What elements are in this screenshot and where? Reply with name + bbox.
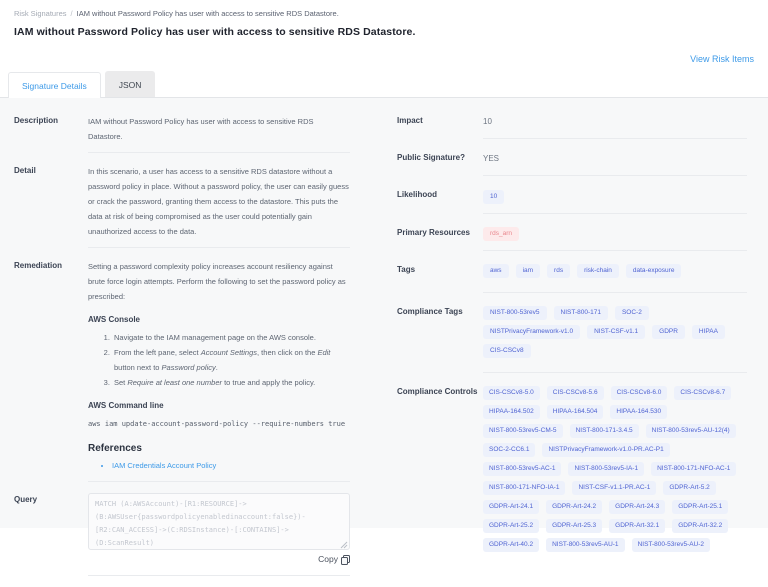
compliance-control-badge: CIS-CSCv8-6.7 xyxy=(674,386,731,400)
query-box xyxy=(88,493,350,550)
compliance-tag-badge: GDPR xyxy=(652,325,685,339)
tag-badge: aws xyxy=(483,264,509,278)
primary-resources-badges xyxy=(483,226,747,241)
divider xyxy=(88,575,350,576)
divider xyxy=(88,152,350,153)
remediation-step: 2. From the left pane, select Account Settings, then click on the Edit button next to Password policy. xyxy=(112,345,350,375)
detail-field xyxy=(14,164,350,239)
tab-json[interactable]: JSON xyxy=(105,71,156,97)
public-signature-value: YES xyxy=(483,154,500,163)
divider xyxy=(483,138,747,139)
tag-badge: iam xyxy=(516,264,540,278)
detail-value: In this scenario, a user has access to a sensitive RDS datastore without a password policy in place. Without a password policy, the user can easily guess or crack the password, granting them access to the datastore. This puts the data at risk of being compromised as the user could potentially gain unauthorized access to the data. xyxy=(88,167,349,236)
remediation-step: 1. Navigate to the IAM management page on the AWS console. xyxy=(112,330,350,345)
page-title: IAM without Password Policy has user with access to sensitive RDS Datastore. xyxy=(14,26,416,38)
primary-resource-badge: rds_arn xyxy=(483,227,519,241)
impact-label: Impact xyxy=(397,116,423,125)
compliance-control-badge: NIST-CSF-v1.1-PR.AC-1 xyxy=(572,481,656,495)
breadcrumb-risk-signatures[interactable]: Risk Signatures xyxy=(14,9,67,18)
compliance-control-badge: NIST-800-53rev5-AC-1 xyxy=(483,462,561,476)
compliance-control-badge: GDPR-Art-5.2 xyxy=(663,481,715,495)
breadcrumb xyxy=(0,0,768,18)
impact-value: 10 xyxy=(483,117,492,126)
compliance-control-badge: NIST-800-53rev5-CM-5 xyxy=(483,424,563,438)
tab-signature-details[interactable]: Signature Details xyxy=(8,72,101,98)
breadcrumb-current-page: IAM without Password Policy has user with access to sensitive RDS Datastore. xyxy=(76,9,339,18)
compliance-tag-badge: HIPAA xyxy=(692,325,725,339)
compliance-control-badge: GDPR-Art-32.2 xyxy=(672,519,728,533)
compliance-control-badge: GDPR-Art-24.2 xyxy=(546,500,602,514)
compliance-control-badge: NISTPrivacyFramework-v1.0-PR.AC-P1 xyxy=(542,443,669,457)
compliance-control-badge: NIST-800-53rev5-IA-1 xyxy=(568,462,644,476)
compliance-control-badge: GDPR-Art-24.3 xyxy=(609,500,665,514)
public-signature-label: Public Signature? xyxy=(397,153,466,162)
description-value: IAM without Password Policy has user with access to sensitive RDS Datastore. xyxy=(88,117,314,141)
signature-detail-column xyxy=(14,114,350,587)
compliance-tag-badge: NIST-800-53rev5 xyxy=(483,306,547,320)
divider xyxy=(483,213,747,214)
compliance-control-badge: CIS-CSCv8-5.6 xyxy=(547,386,604,400)
tag-badge: risk-chain xyxy=(577,264,619,278)
description-label: Description xyxy=(14,116,59,125)
aws-console-steps xyxy=(88,330,350,390)
compliance-tags-badges xyxy=(483,305,747,363)
detail-label: Detail xyxy=(14,166,36,175)
likelihood-badge: 10 xyxy=(483,190,504,204)
likelihood-value xyxy=(483,188,747,204)
remediation-intro: Setting a password complexity policy increases account resiliency against brute force login attempts. Perform the following to set the password policy as prescribed: xyxy=(88,262,346,301)
breadcrumb-separator: / xyxy=(70,9,73,18)
compliance-control-badge: CIS-CSCv8-5.0 xyxy=(483,386,540,400)
remediation-value xyxy=(88,259,350,473)
copy-icon xyxy=(341,555,350,565)
remediation-field xyxy=(14,259,350,473)
compliance-control-badge: NIST-800-171-NFO-AC-1 xyxy=(651,462,736,476)
compliance-controls-badges xyxy=(483,385,747,557)
resize-handle[interactable] xyxy=(340,539,348,547)
compliance-control-badge: CIS-CSCv8-6.0 xyxy=(611,386,668,400)
compliance-tag-badge: NISTPrivacyFramework-v1.0 xyxy=(483,325,580,339)
tag-badge: data-exposure xyxy=(626,264,682,278)
primary-resources-field xyxy=(397,226,747,241)
reference-item xyxy=(112,458,350,473)
description-field xyxy=(14,114,350,144)
references-list xyxy=(88,458,350,473)
tags-field xyxy=(397,263,747,283)
compliance-tags-label: Compliance Tags xyxy=(397,306,463,316)
view-risk-items-link[interactable]: View Risk Items xyxy=(690,54,754,64)
public-signature-field xyxy=(397,151,747,166)
query-value xyxy=(88,493,350,567)
compliance-control-badge: NIST-800-171-3.4.5 xyxy=(570,424,639,438)
compliance-tag-badge: NIST-CSF-v1.1 xyxy=(587,325,645,339)
compliance-control-badge: HIPAA-164.502 xyxy=(483,405,540,419)
impact-field xyxy=(397,114,747,129)
compliance-control-badge: GDPR-Art-24.1 xyxy=(483,500,539,514)
reference-link[interactable]: IAM Credentials Account Policy xyxy=(112,461,217,470)
aws-console-heading: AWS Console xyxy=(88,315,141,324)
compliance-control-badge: SOC-2-CC6.1 xyxy=(483,443,535,457)
aws-cli-heading: AWS Command line xyxy=(88,401,164,410)
likelihood-label: Likelihood xyxy=(397,190,437,199)
compliance-control-badge: GDPR-Art-32.1 xyxy=(609,519,665,533)
divider xyxy=(88,481,350,482)
copy-row xyxy=(88,552,350,567)
divider xyxy=(483,372,747,373)
signature-attributes-column xyxy=(397,114,747,557)
divider xyxy=(483,292,747,293)
remediation-label: Remediation xyxy=(14,261,63,270)
compliance-tag-badge: NIST-800-171 xyxy=(554,306,608,320)
compliance-tag-badge: CIS-CSCv8 xyxy=(483,344,531,358)
remediation-step: 3. Set Require at least one number to true and apply the policy. xyxy=(112,375,350,390)
compliance-tag-badge: SOC-2 xyxy=(615,306,649,320)
copy-button[interactable] xyxy=(318,552,350,567)
copy-label: Copy xyxy=(318,554,338,564)
primary-resources-label: Primary Resources xyxy=(397,227,470,237)
compliance-controls-label: Compliance Controls xyxy=(397,386,478,396)
query-label: Query xyxy=(14,495,38,504)
likelihood-field xyxy=(397,188,747,204)
compliance-control-badge: GDPR-Art-40.2 xyxy=(483,538,539,552)
compliance-tags-field xyxy=(397,305,747,363)
divider xyxy=(88,247,350,248)
compliance-control-badge: NIST-800-53rev5-AU-2 xyxy=(632,538,710,552)
compliance-controls-field xyxy=(397,385,747,557)
tags-badges xyxy=(483,263,747,283)
compliance-control-badge: NIST-800-171-NFO-IA-1 xyxy=(483,481,565,495)
compliance-control-badge: HIPAA-164.504 xyxy=(547,405,604,419)
compliance-control-badge: HIPAA-164.530 xyxy=(610,405,667,419)
tag-badge: rds xyxy=(547,264,570,278)
compliance-control-badge: GDPR-Art-25.3 xyxy=(546,519,602,533)
compliance-control-badge: NIST-800-53rev5-AU-1 xyxy=(546,538,624,552)
view-risk-items-row xyxy=(14,49,754,67)
tags-label: Tags xyxy=(397,264,416,274)
tab-bar xyxy=(0,71,768,98)
references-heading: References xyxy=(88,443,142,454)
compliance-control-badge: NIST-800-53rev5-AU-12(4) xyxy=(646,424,736,438)
aws-cli-command: aws iam update-account-password-policy --require-numbers true xyxy=(88,420,346,428)
divider xyxy=(483,175,747,176)
signature-details-panel xyxy=(0,98,768,564)
compliance-control-badge: GDPR-Art-25.2 xyxy=(483,519,539,533)
resize-grip-icon xyxy=(340,541,348,549)
query-textarea[interactable] xyxy=(88,493,350,550)
compliance-control-badge: GDPR-Art-25.1 xyxy=(672,500,728,514)
query-field xyxy=(14,493,350,567)
divider xyxy=(483,250,747,251)
